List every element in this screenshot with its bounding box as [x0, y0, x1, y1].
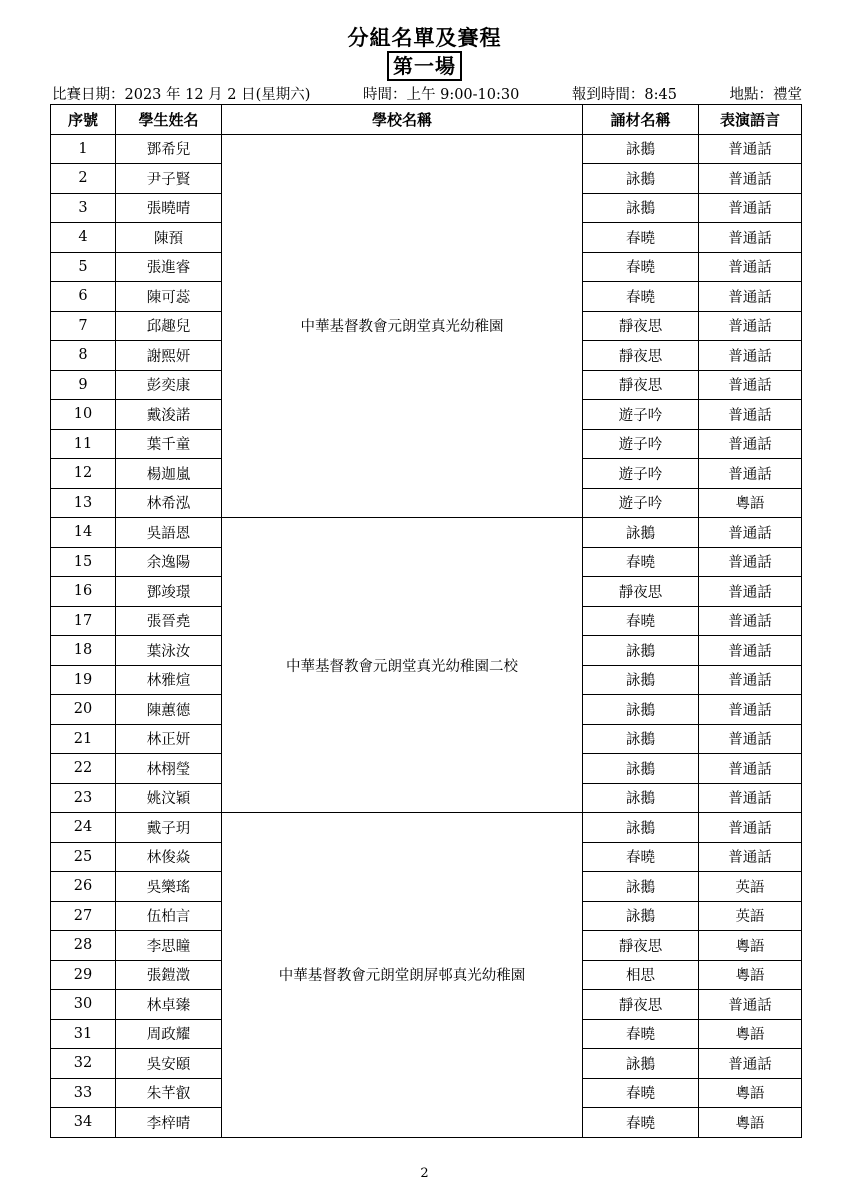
language-cell: 普通話 [699, 518, 802, 548]
student-name-cell: 林正妍 [116, 724, 222, 754]
language-cell: 普通話 [699, 252, 802, 282]
recitation-piece-cell: 詠鵝 [583, 134, 699, 164]
student-name-cell: 林栩瑩 [116, 754, 222, 784]
serial-cell: 12 [51, 459, 116, 489]
page-number: 2 [420, 1166, 429, 1181]
student-name-cell: 林雅煊 [116, 665, 222, 695]
serial-cell: 26 [51, 872, 116, 902]
recitation-piece-cell: 詠鵝 [583, 1049, 699, 1079]
language-cell: 普通話 [699, 341, 802, 371]
recitation-piece-cell: 春曉 [583, 1078, 699, 1108]
page-title: 分組名單及賽程 [347, 26, 502, 50]
language-cell: 普通話 [699, 400, 802, 430]
event-venue: 地點：禮堂 [729, 87, 802, 103]
recitation-piece-cell: 靜夜思 [583, 370, 699, 400]
language-cell: 普通話 [699, 547, 802, 577]
school-name-cell: 中華基督教會元朗堂真光幼稚園 [222, 134, 583, 518]
recitation-piece-cell: 詠鵝 [583, 813, 699, 843]
recitation-piece-cell: 遊子吟 [583, 488, 699, 518]
student-name-cell: 尹子賢 [116, 164, 222, 194]
serial-cell: 33 [51, 1078, 116, 1108]
serial-cell: 28 [51, 931, 116, 961]
serial-cell: 25 [51, 842, 116, 872]
language-cell: 普通話 [699, 990, 802, 1020]
serial-cell: 8 [51, 341, 116, 371]
recitation-piece-cell: 春曉 [583, 842, 699, 872]
language-cell: 普通話 [699, 606, 802, 636]
recitation-piece-cell: 春曉 [583, 1108, 699, 1138]
serial-cell: 1 [51, 134, 116, 164]
language-cell: 普通話 [699, 695, 802, 725]
recitation-piece-cell: 靜夜思 [583, 577, 699, 607]
recitation-piece-cell: 靜夜思 [583, 341, 699, 371]
table-header-row [51, 105, 802, 135]
recitation-piece-cell: 詠鵝 [583, 901, 699, 931]
serial-cell: 14 [51, 518, 116, 548]
language-cell: 普通話 [699, 193, 802, 223]
serial-cell: 24 [51, 813, 116, 843]
student-name-cell: 謝熙妍 [116, 341, 222, 371]
student-name-cell: 朱芊叡 [116, 1078, 222, 1108]
recitation-piece-cell: 遊子吟 [583, 459, 699, 489]
recitation-piece-cell: 詠鵝 [583, 695, 699, 725]
student-name-cell: 葉千童 [116, 429, 222, 459]
language-cell: 普通話 [699, 164, 802, 194]
student-name-cell: 李梓晴 [116, 1108, 222, 1138]
table-row [51, 134, 802, 164]
student-name-cell: 戴浚諾 [116, 400, 222, 430]
recitation-piece-cell: 春曉 [583, 252, 699, 282]
event-info-line [52, 83, 802, 104]
student-name-cell: 陳可蕊 [116, 282, 222, 312]
event-time: 時間：上午 9:00-10:30 [362, 87, 520, 103]
language-cell: 粵語 [699, 960, 802, 990]
recitation-piece-cell: 詠鵝 [583, 872, 699, 902]
student-name-cell: 鄧希兒 [116, 134, 222, 164]
serial-cell: 27 [51, 901, 116, 931]
serial-cell: 11 [51, 429, 116, 459]
recitation-piece-cell: 靜夜思 [583, 990, 699, 1020]
recitation-piece-cell: 詠鵝 [583, 518, 699, 548]
recitation-piece-cell: 春曉 [583, 606, 699, 636]
serial-cell: 15 [51, 547, 116, 577]
serial-cell: 34 [51, 1108, 116, 1138]
checkin-time: 報到時間：8:45 [571, 87, 677, 103]
language-cell: 英語 [699, 872, 802, 902]
event-date: 比賽日期：2023 年 12 月 2 日(星期六) [52, 87, 311, 103]
student-name-cell: 陳預 [116, 223, 222, 253]
student-name-cell: 邱趣兒 [116, 311, 222, 341]
student-name-cell: 周政耀 [116, 1019, 222, 1049]
header-serial: 序號 [51, 105, 116, 135]
language-cell: 普通話 [699, 223, 802, 253]
serial-cell: 6 [51, 282, 116, 312]
language-cell: 普通話 [699, 370, 802, 400]
student-name-cell: 張晉堯 [116, 606, 222, 636]
recitation-piece-cell: 遊子吟 [583, 429, 699, 459]
recitation-piece-cell: 春曉 [583, 547, 699, 577]
serial-cell: 32 [51, 1049, 116, 1079]
student-name-cell: 李思瞳 [116, 931, 222, 961]
serial-cell: 19 [51, 665, 116, 695]
language-cell: 粵語 [699, 488, 802, 518]
roster-table [50, 104, 802, 1138]
serial-cell: 17 [51, 606, 116, 636]
recitation-piece-cell: 靜夜思 [583, 311, 699, 341]
student-name-cell: 彭奕康 [116, 370, 222, 400]
language-cell: 粵語 [699, 931, 802, 961]
serial-cell: 13 [51, 488, 116, 518]
language-cell: 普通話 [699, 577, 802, 607]
student-name-cell: 張進睿 [116, 252, 222, 282]
school-name-cell: 中華基督教會元朗堂真光幼稚園二校 [222, 518, 583, 813]
language-cell: 普通話 [699, 134, 802, 164]
student-name-cell: 林俊焱 [116, 842, 222, 872]
language-cell: 普通話 [699, 282, 802, 312]
table-row [51, 518, 802, 548]
language-cell: 普通話 [699, 813, 802, 843]
recitation-piece-cell: 詠鵝 [583, 164, 699, 194]
student-name-cell: 張曉晴 [116, 193, 222, 223]
serial-cell: 30 [51, 990, 116, 1020]
serial-cell: 4 [51, 223, 116, 253]
serial-cell: 16 [51, 577, 116, 607]
student-name-cell: 吳語恩 [116, 518, 222, 548]
language-cell: 普通話 [699, 1049, 802, 1079]
language-cell: 普通話 [699, 842, 802, 872]
language-cell: 粵語 [699, 1078, 802, 1108]
serial-cell: 29 [51, 960, 116, 990]
language-cell: 普通話 [699, 429, 802, 459]
language-cell: 普通話 [699, 665, 802, 695]
serial-cell: 31 [51, 1019, 116, 1049]
language-cell: 普通話 [699, 724, 802, 754]
header-language: 表演語言 [699, 105, 802, 135]
roster-body [51, 134, 802, 1137]
serial-cell: 23 [51, 783, 116, 813]
recitation-piece-cell: 相思 [583, 960, 699, 990]
recitation-piece-cell: 春曉 [583, 282, 699, 312]
session-heading [0, 51, 849, 81]
school-name-cell: 中華基督教會元朗堂朗屏邨真光幼稚園 [222, 813, 583, 1138]
language-cell: 普通話 [699, 636, 802, 666]
session-label: 第一場 [387, 51, 462, 81]
recitation-piece-cell: 春曉 [583, 223, 699, 253]
student-name-cell: 林卓臻 [116, 990, 222, 1020]
recitation-piece-cell: 詠鵝 [583, 724, 699, 754]
student-name-cell: 陳蕙德 [116, 695, 222, 725]
student-name-cell: 鄧竣璟 [116, 577, 222, 607]
serial-cell: 2 [51, 164, 116, 194]
language-cell: 粵語 [699, 1108, 802, 1138]
student-name-cell: 楊迦嵐 [116, 459, 222, 489]
student-name-cell: 張鎧澂 [116, 960, 222, 990]
recitation-piece-cell: 春曉 [583, 1019, 699, 1049]
recitation-piece-cell: 詠鵝 [583, 783, 699, 813]
language-cell: 普通話 [699, 311, 802, 341]
student-name-cell: 吳樂瑤 [116, 872, 222, 902]
student-name-cell: 葉泳汝 [116, 636, 222, 666]
recitation-piece-cell: 詠鵝 [583, 754, 699, 784]
serial-cell: 3 [51, 193, 116, 223]
student-name-cell: 伍柏言 [116, 901, 222, 931]
recitation-piece-cell: 詠鵝 [583, 665, 699, 695]
serial-cell: 22 [51, 754, 116, 784]
student-name-cell: 林希泓 [116, 488, 222, 518]
serial-cell: 10 [51, 400, 116, 430]
header-student-name: 學生姓名 [116, 105, 222, 135]
serial-cell: 7 [51, 311, 116, 341]
language-cell: 普通話 [699, 754, 802, 784]
recitation-piece-cell: 遊子吟 [583, 400, 699, 430]
serial-cell: 18 [51, 636, 116, 666]
student-name-cell: 吳安頤 [116, 1049, 222, 1079]
student-name-cell: 余逸陽 [116, 547, 222, 577]
student-name-cell: 姚汶穎 [116, 783, 222, 813]
language-cell: 普通話 [699, 459, 802, 489]
language-cell: 普通話 [699, 783, 802, 813]
header-school-name: 學校名稱 [222, 105, 583, 135]
recitation-piece-cell: 詠鵝 [583, 636, 699, 666]
serial-cell: 9 [51, 370, 116, 400]
serial-cell: 20 [51, 695, 116, 725]
serial-cell: 21 [51, 724, 116, 754]
header-recitation-piece: 誦材名稱 [583, 105, 699, 135]
recitation-piece-cell: 詠鵝 [583, 193, 699, 223]
serial-cell: 5 [51, 252, 116, 282]
recitation-piece-cell: 靜夜思 [583, 931, 699, 961]
table-row [51, 813, 802, 843]
language-cell: 粵語 [699, 1019, 802, 1049]
language-cell: 英語 [699, 901, 802, 931]
student-name-cell: 戴子玥 [116, 813, 222, 843]
